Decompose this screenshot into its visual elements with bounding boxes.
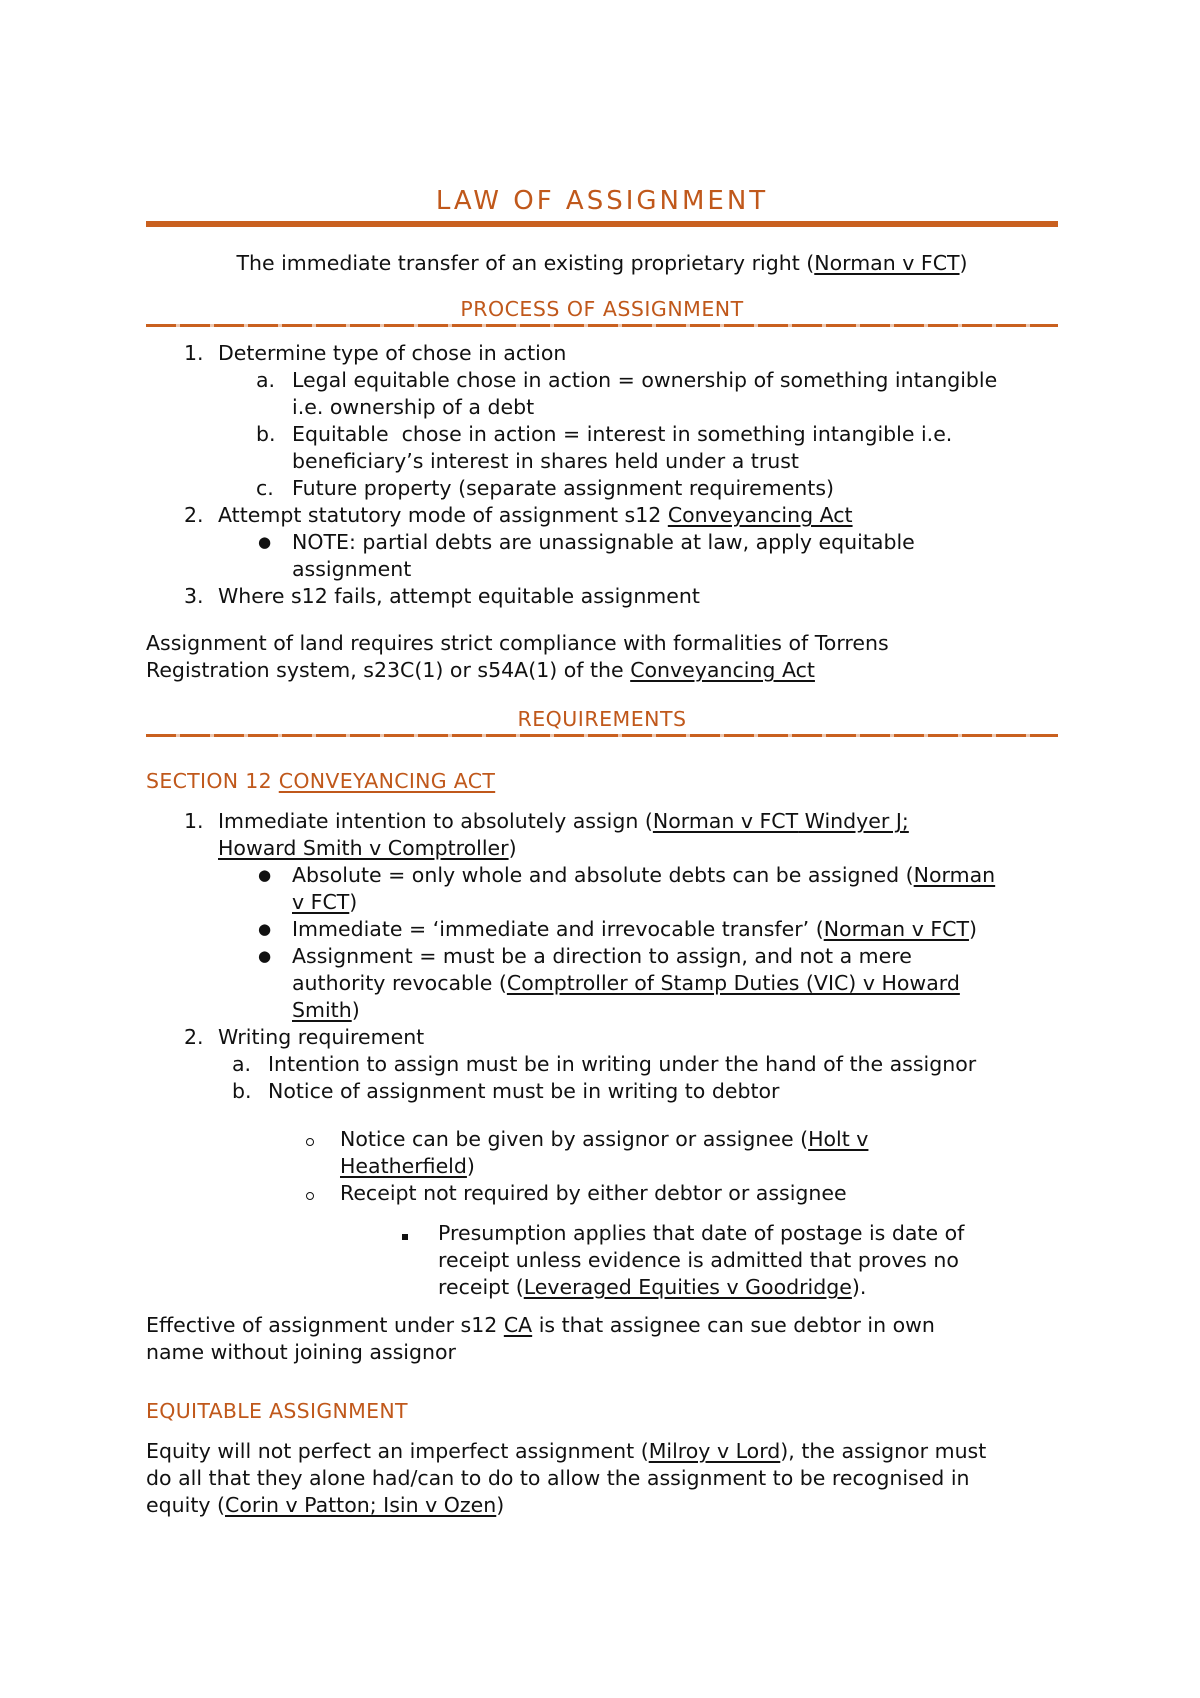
- list-item: Writing requirement: [218, 1025, 425, 1049]
- title-rule: [146, 221, 1058, 227]
- case-link[interactable]: Norman v FCT: [652, 809, 799, 833]
- list-item: Determine type of chose in action: [218, 341, 567, 365]
- conveyancing-act-link[interactable]: Conveyancing Act: [667, 503, 853, 527]
- list-item: Legal equitable chose in action = ownership of something intangible: [292, 368, 998, 392]
- list-item: Absolute = only whole and absolute debts can be assigned (Norman: [292, 863, 996, 887]
- case-link[interactable]: v FCT: [292, 890, 350, 914]
- list-item: Assignment = must be a direction to assign, and not a mere: [292, 944, 912, 968]
- case-link[interactable]: Norman v FCT: [823, 917, 969, 941]
- page-title: LAW OF ASSIGNMENT: [435, 186, 769, 216]
- case-link[interactable]: Corin v Patton; Isin v Ozen: [225, 1493, 497, 1517]
- case-link[interactable]: Milroy v Lord: [648, 1439, 781, 1463]
- case-link[interactable]: Heatherfield: [340, 1154, 467, 1178]
- list-item: Future property (separate assignment requirements): [292, 476, 835, 500]
- bullet-icon: ●: [258, 866, 272, 884]
- bullet-icon: ●: [258, 947, 272, 965]
- list-item: Equitable chose in action = interest in something intangible i.e.: [292, 422, 953, 446]
- case-link[interactable]: Smith: [292, 998, 352, 1022]
- list-item: Attempt statutory mode of assignment s12 Conveyancing Act: [218, 503, 853, 527]
- circle-bullet-icon: [306, 1180, 314, 1207]
- definition-line: The immediate transfer of an existing proprietary right (Norman v FCT): [236, 251, 968, 275]
- list-item: Immediate intention to absolutely assign (Norman v FCT Windyer J;: [218, 809, 909, 833]
- case-link[interactable]: Holt v: [808, 1127, 869, 1151]
- list-item: Immediate = ‘immediate and irrevocable transfer’ (Norman v FCT): [292, 917, 977, 941]
- case-link[interactable]: Leveraged Equities v Goodridge: [523, 1275, 852, 1299]
- list-item: Where s12 fails, attempt equitable assignment: [218, 584, 700, 608]
- list-item: Notice of assignment must be in writing to debtor: [268, 1079, 780, 1103]
- effective-paragraph: Effective of assignment under s12 CA is that assignee can sue debtor in own: [146, 1313, 935, 1337]
- requirements-heading: REQUIREMENTS: [517, 707, 687, 731]
- circle-bullet-icon: [306, 1126, 314, 1153]
- case-link[interactable]: Comptroller of Stamp Duties (VIC) v Howard: [506, 971, 960, 995]
- land-paragraph: Assignment of land requires strict compliance with formalities of Torrens: [146, 631, 889, 655]
- ca-link[interactable]: CA: [503, 1313, 533, 1337]
- equitable-heading: EQUITABLE ASSIGNMENT: [146, 1399, 408, 1423]
- process-rule: [146, 324, 1058, 327]
- list-item: Presumption applies that date of postage is date of: [438, 1221, 965, 1245]
- requirements-rule: [146, 734, 1058, 737]
- case-norman-v-fct[interactable]: Norman v FCT: [814, 251, 960, 275]
- conveyancing-act-link[interactable]: Conveyancing Act: [630, 658, 815, 682]
- conveyancing-act-link[interactable]: CONVEYANCING ACT: [278, 769, 496, 793]
- list-item: Receipt not required by either debtor or assignee: [340, 1181, 847, 1205]
- note-item: NOTE: partial debts are unassignable at law, apply equitable: [292, 530, 915, 554]
- list-item: Notice can be given by assignor or assignee (Holt v: [340, 1127, 869, 1151]
- case-link[interactable]: Howard Smith v Comptroller: [218, 836, 509, 860]
- bullet-icon: ●: [258, 533, 272, 551]
- process-heading: PROCESS OF ASSIGNMENT: [460, 297, 744, 321]
- bullet-icon: ●: [258, 920, 272, 938]
- equitable-paragraph: Equity will not perfect an imperfect assignment (Milroy v Lord), the assignor must: [146, 1439, 987, 1463]
- section-12-heading: SECTION 12 CONVEYANCING ACT: [146, 769, 496, 793]
- case-link[interactable]: Norman: [913, 863, 996, 887]
- square-bullet-icon: [402, 1220, 408, 1247]
- list-item: Intention to assign must be in writing under the hand of the assignor: [268, 1052, 977, 1076]
